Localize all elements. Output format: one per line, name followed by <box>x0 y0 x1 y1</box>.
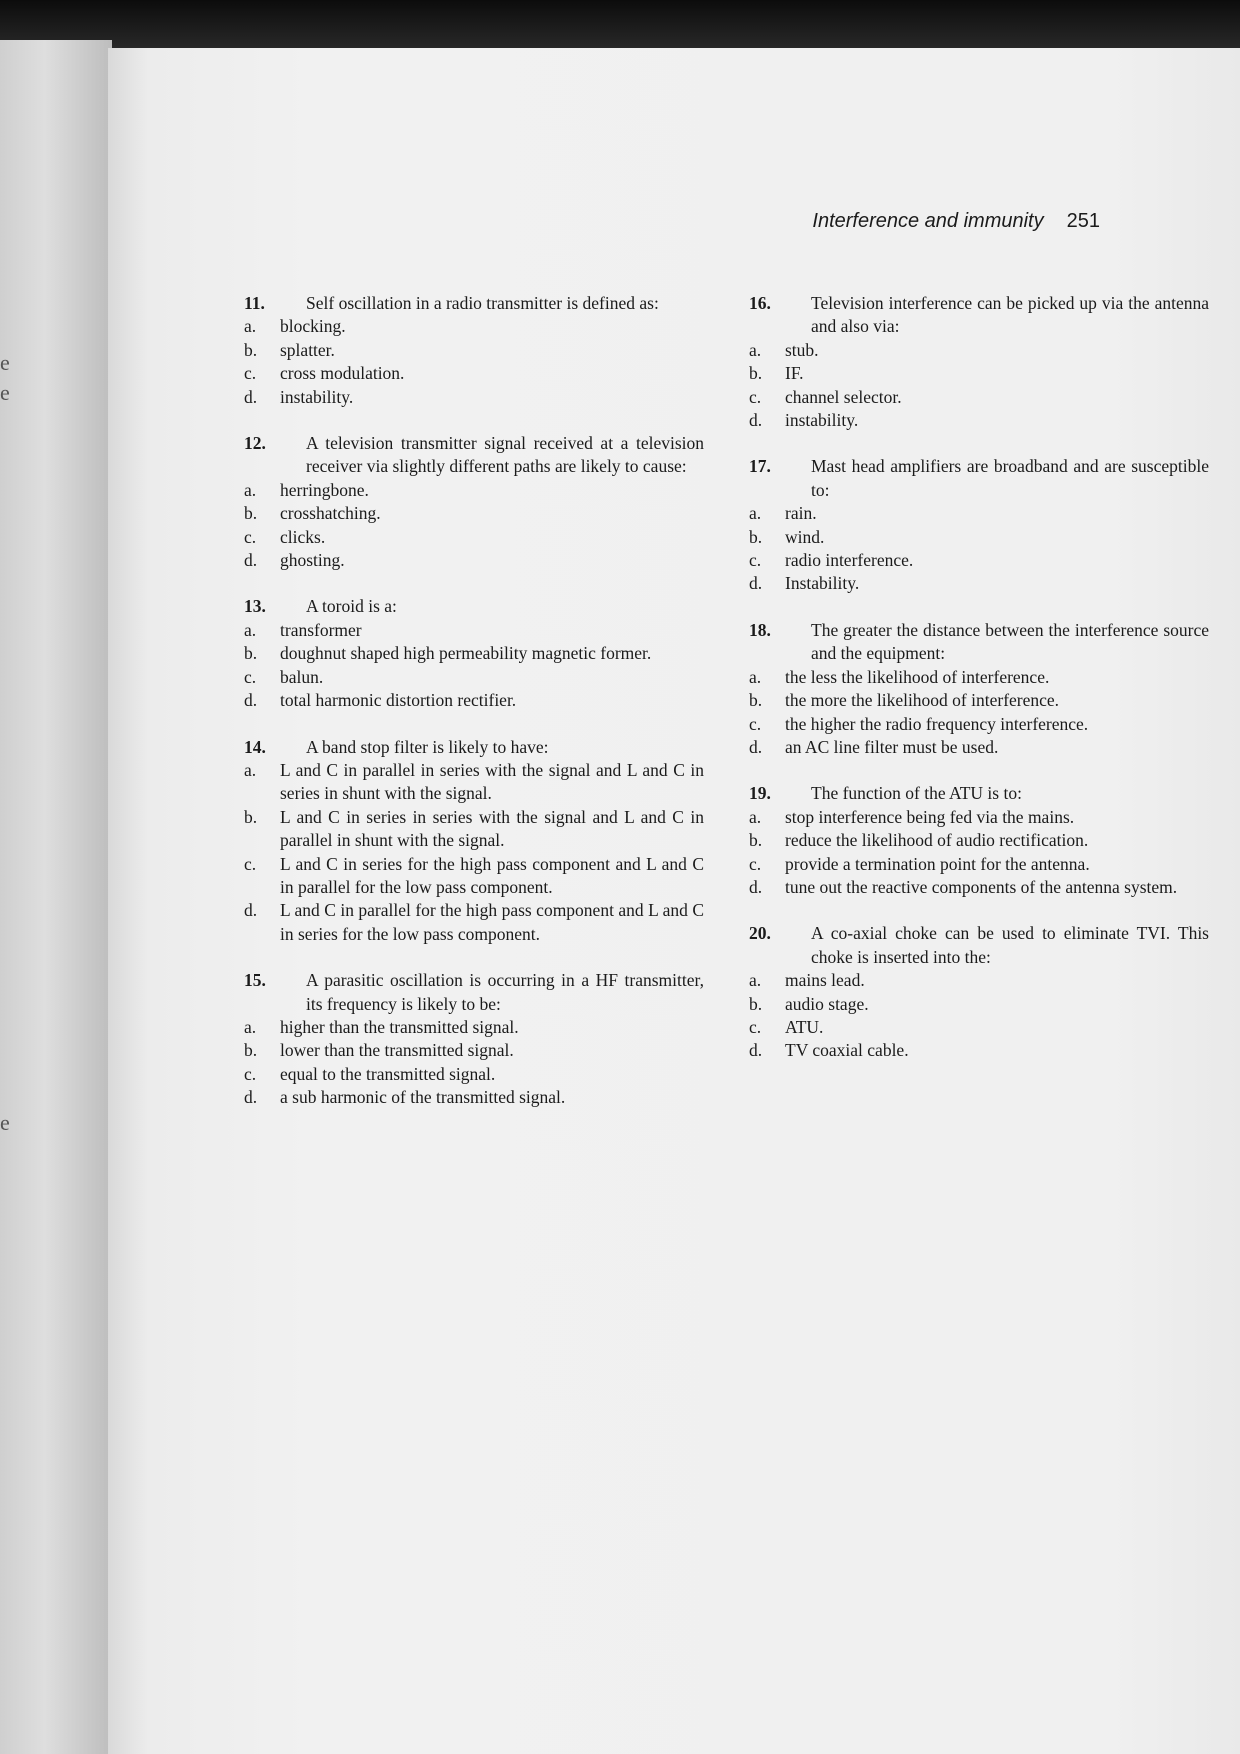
question-number: 18. <box>749 619 771 640</box>
option-text: L and C in parallel in series with the signal and L and C in series in shunt with the signal. <box>280 759 704 804</box>
answer-options <box>749 339 1209 433</box>
option-text: total harmonic distortion rectifier. <box>280 690 517 711</box>
option-letter: a. <box>749 666 762 687</box>
option-letter: a. <box>244 1016 257 1037</box>
question-block <box>749 619 1209 759</box>
option-text: herringbone. <box>280 479 369 500</box>
option-text: stop interference being fed via the mains. <box>785 806 1075 827</box>
question-number: 17. <box>749 456 771 477</box>
option-letter: b. <box>244 806 258 827</box>
answer-option <box>244 479 704 502</box>
option-letter: a. <box>749 970 762 991</box>
answer-options <box>749 666 1209 760</box>
question-number: 16. <box>749 293 771 313</box>
option-text: higher than the transmitted signal. <box>280 1016 519 1037</box>
question-stem: Mast head amplifiers are broadband and are susceptible to: <box>811 456 1209 500</box>
option-letter: d. <box>749 573 763 594</box>
option-letter: a. <box>749 503 762 524</box>
option-text: mains lead. <box>785 970 865 991</box>
option-letter: d. <box>244 900 258 921</box>
option-text: provide a termination point for the antenna. <box>785 853 1090 874</box>
answer-options <box>244 315 704 409</box>
scanner-edge <box>0 0 1240 52</box>
margin-glyph: e <box>0 1110 10 1135</box>
option-letter: c. <box>244 526 257 547</box>
option-letter: c. <box>749 853 762 874</box>
option-text: an AC line filter must be used. <box>785 736 999 757</box>
question-row <box>749 455 1209 502</box>
answer-option <box>244 666 704 689</box>
option-letter: c. <box>749 1016 762 1037</box>
option-text: cross modulation. <box>280 363 405 384</box>
answer-option <box>749 876 1209 899</box>
option-text: wind. <box>785 526 825 547</box>
question-row <box>244 969 704 1016</box>
option-text: splatter. <box>280 339 335 360</box>
option-text: stub. <box>785 339 819 360</box>
answer-option <box>749 993 1209 1016</box>
question-row <box>749 922 1209 969</box>
answer-options <box>244 759 704 946</box>
option-text: equal to the transmitted signal. <box>280 1063 496 1084</box>
question-stem: Self oscillation in a radio transmitter is defined as: <box>306 293 659 313</box>
answer-option <box>749 689 1209 712</box>
option-text: ATU. <box>785 1016 824 1037</box>
option-text: transformer <box>280 619 362 640</box>
answer-option <box>244 759 704 806</box>
option-text: L and C in parallel for the high pass component and L and C in series for the low pass component. <box>280 900 704 944</box>
answer-option <box>244 1086 704 1109</box>
option-text: ghosting. <box>280 550 345 571</box>
book-page <box>108 48 1240 1754</box>
answer-option <box>749 362 1209 385</box>
question-block <box>244 969 704 1109</box>
option-letter: d. <box>749 1040 763 1061</box>
question-block <box>244 736 704 947</box>
answer-options <box>244 1016 704 1110</box>
option-text: audio stage. <box>785 993 869 1014</box>
option-letter: b. <box>749 526 763 547</box>
question-number: 14. <box>244 736 266 757</box>
answer-option <box>749 829 1209 852</box>
question-block <box>749 782 1209 899</box>
question-stem: Television interference can be picked up via the antenna and also via: <box>811 293 1209 337</box>
answer-option <box>244 526 704 549</box>
answer-option <box>749 409 1209 432</box>
question-stem: The greater the distance between the interference source and the equipment: <box>811 619 1209 664</box>
option-text: L and C in series for the high pass component and L and C in parallel for the low pass component. <box>280 853 704 897</box>
answer-option <box>749 969 1209 992</box>
question-row <box>244 292 704 315</box>
answer-options <box>749 502 1209 596</box>
answer-option <box>749 1016 1209 1039</box>
option-letter: c. <box>244 363 257 384</box>
answer-options <box>749 806 1209 900</box>
chapter-title: Interference and immunity <box>812 210 1044 232</box>
option-letter: c. <box>244 853 257 874</box>
answer-option <box>244 1016 704 1039</box>
option-letter: d. <box>749 410 763 431</box>
answer-option <box>244 806 704 853</box>
question-stem: A toroid is a: <box>306 596 397 617</box>
option-text: TV coaxial cable. <box>785 1040 909 1061</box>
answer-option <box>244 315 704 338</box>
question-number: 15. <box>244 970 266 991</box>
answer-option <box>749 526 1209 549</box>
right-column <box>749 292 1209 1086</box>
question-row <box>749 292 1209 339</box>
option-letter: b. <box>749 363 763 384</box>
answer-option <box>244 386 704 409</box>
answer-option <box>244 549 704 572</box>
answer-option <box>244 1063 704 1086</box>
answer-option <box>749 713 1209 736</box>
option-letter: a. <box>244 619 257 640</box>
option-text: reduce the likelihood of audio rectification. <box>785 830 1089 851</box>
question-row <box>749 782 1209 805</box>
margin-glyph: e <box>0 380 10 405</box>
option-letter: c. <box>749 713 762 734</box>
question-block <box>749 292 1209 432</box>
option-letter: d. <box>244 386 258 407</box>
option-text: balun. <box>280 666 324 687</box>
question-stem: A television transmitter signal received at a television receiver via slightly different paths are likely to cause: <box>306 433 704 477</box>
answer-option <box>749 502 1209 525</box>
option-text: rain. <box>785 503 817 524</box>
option-text: clicks. <box>280 526 326 547</box>
answer-option <box>244 853 704 900</box>
answer-option <box>749 549 1209 572</box>
running-header <box>812 210 1100 233</box>
left-column <box>244 292 704 1133</box>
option-letter: b. <box>244 1040 258 1061</box>
question-stem: A co-axial choke can be used to eliminate TVI. This choke is inserted into the: <box>811 923 1209 967</box>
option-letter: a. <box>244 479 257 500</box>
answer-options <box>244 619 704 713</box>
option-letter: b. <box>749 993 763 1014</box>
question-number: 19. <box>749 783 771 804</box>
option-text: tune out the reactive components of the antenna system. <box>785 876 1178 897</box>
answer-option <box>244 1039 704 1062</box>
option-letter: a. <box>244 759 257 780</box>
option-text: Instability. <box>785 573 860 594</box>
answer-option <box>749 572 1209 595</box>
question-row <box>244 432 704 479</box>
option-text: the less the likelihood of interference. <box>785 666 1050 687</box>
question-number: 12. <box>244 433 266 454</box>
answer-option <box>244 502 704 525</box>
option-letter: c. <box>749 386 762 407</box>
answer-option <box>244 619 704 642</box>
question-row <box>244 736 704 759</box>
answer-option <box>244 899 704 946</box>
answer-option <box>749 1039 1209 1062</box>
answer-option <box>244 362 704 385</box>
question-number: 11. <box>244 293 265 313</box>
option-text: the higher the radio frequency interference. <box>785 713 1089 734</box>
question-block <box>749 455 1209 595</box>
option-text: a sub harmonic of the transmitted signal. <box>280 1087 566 1108</box>
question-block <box>244 595 704 712</box>
answer-option <box>749 339 1209 362</box>
option-letter: d. <box>749 736 763 757</box>
option-letter: d. <box>244 550 258 571</box>
answer-option <box>749 806 1209 829</box>
question-row <box>244 595 704 618</box>
question-number: 20. <box>749 923 771 944</box>
option-text: L and C in series in series with the signal and L and C in parallel in shunt with the signal. <box>280 806 704 851</box>
option-letter: c. <box>749 550 762 571</box>
option-letter: a. <box>749 339 762 360</box>
option-letter: b. <box>749 690 763 711</box>
answer-option <box>749 666 1209 689</box>
answer-option <box>749 736 1209 759</box>
option-text: instability. <box>280 386 354 407</box>
option-text: IF. <box>785 363 804 384</box>
option-letter: c. <box>244 1063 257 1084</box>
option-letter: b. <box>749 830 763 851</box>
option-letter: a. <box>749 806 762 827</box>
option-text: doughnut shaped high permeability magnetic former. <box>280 643 652 664</box>
answer-option <box>244 339 704 362</box>
answer-option <box>244 642 704 665</box>
question-row <box>749 619 1209 666</box>
question-stem: The function of the ATU is to: <box>811 783 1022 804</box>
option-letter: d. <box>749 876 763 897</box>
option-letter: c. <box>244 666 257 687</box>
option-text: channel selector. <box>785 386 902 407</box>
option-letter: b. <box>244 503 258 524</box>
answer-option <box>749 386 1209 409</box>
margin-glyph: e <box>0 350 10 375</box>
option-text: lower than the transmitted signal. <box>280 1040 514 1061</box>
answer-option <box>244 689 704 712</box>
answer-options <box>244 479 704 573</box>
question-block <box>749 922 1209 1062</box>
option-letter: b. <box>244 643 258 664</box>
option-text: crosshatching. <box>280 503 381 524</box>
option-text: the more the likelihood of interference. <box>785 690 1060 711</box>
answer-option <box>749 853 1209 876</box>
option-text: instability. <box>785 410 859 431</box>
option-letter: b. <box>244 339 258 360</box>
answer-options <box>749 969 1209 1063</box>
page-number: 251 <box>1066 210 1100 232</box>
option-letter: d. <box>244 690 258 711</box>
question-block <box>244 432 704 572</box>
question-block <box>244 292 704 409</box>
option-letter: d. <box>244 1087 258 1108</box>
option-text: blocking. <box>280 316 346 337</box>
question-stem: A band stop filter is likely to have: <box>306 736 549 757</box>
option-text: radio interference. <box>785 550 914 571</box>
question-number: 13. <box>244 596 266 617</box>
option-letter: a. <box>244 316 257 337</box>
adjacent-page-edge <box>0 40 112 1754</box>
question-stem: A parasitic oscillation is occurring in a HF transmitter, its frequency is likely to be: <box>306 970 704 1014</box>
